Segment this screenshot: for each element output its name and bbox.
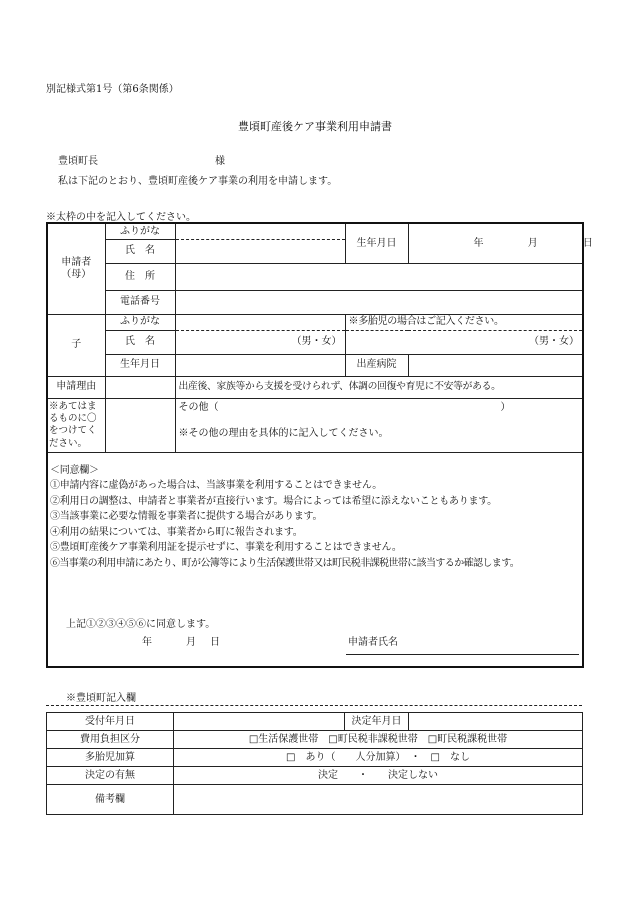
intro-text: 私は下記のとおり、豊頃町産後ケア事業の利用を申請します。 <box>58 176 338 187</box>
consent-item-6: ⑥当事業の利用申請にあたり、町が公簿等により生活保護世帯又は町民税非課税世帯に該当するか確認します。 <box>50 557 520 569</box>
consent-day: 日 <box>210 636 220 648</box>
office-divider <box>46 705 582 706</box>
multiple-child-gender[interactable]: （男・女） <box>529 336 579 348</box>
consent-item-3: ③当該事業に必要な情報を事業者に提供する場合があります。 <box>50 511 323 523</box>
application-table <box>46 222 593 668</box>
office-heading: ※豊頃町記入欄 <box>66 693 136 704</box>
signature-line[interactable] <box>346 654 579 655</box>
remarks-label: 備考欄 <box>47 785 174 815</box>
multiple-birth-note: ※多胎児の場合はご記入ください。 <box>345 314 583 330</box>
applicant-birthdate-label: 生年月日 <box>345 223 408 263</box>
consent-agree-text: 上記①②③④⑤⑥に同意します。 <box>66 618 216 630</box>
hospital-label: 出産病院 <box>345 354 408 376</box>
consent-item-1: ①申請内容に虚偽があった場合は、当該事業を利用することはできません。 <box>50 480 382 492</box>
receipt-date-field[interactable] <box>174 713 345 731</box>
reason-option-1: 出産後、家族等から支援を受けられず、体調の回復や育児に不安等がある。 <box>175 376 583 398</box>
decision-options[interactable]: 決定 ・ 決定しない <box>174 767 583 785</box>
reason-note: ※あてはまるものに〇をつけてください。 <box>47 398 105 452</box>
child-birthdate-field[interactable] <box>175 354 345 376</box>
reason-mark-1[interactable] <box>105 376 175 398</box>
consent-year: 年 <box>142 636 152 648</box>
consent-item-4: ④利用の結果については、事業者から町に報告されます。 <box>50 526 303 538</box>
office-table <box>46 712 583 815</box>
reason-mark-2[interactable] <box>105 398 175 452</box>
document-title: 豊頃町産後ケア事業利用申請書 <box>238 120 392 133</box>
applicant-name-label: 氏 名 <box>105 239 175 263</box>
applicant-address-field[interactable] <box>175 263 583 290</box>
decision-label: 決定の有無 <box>47 767 174 785</box>
decision-date-label: 決定年月日 <box>345 713 409 731</box>
reason-option-2: その他（ ） ※その他の理由を具体的に記入してください。 <box>175 398 583 452</box>
consent-month: 月 <box>186 636 196 648</box>
applicant-furigana-field[interactable] <box>175 223 345 239</box>
receipt-date-label: 受付年月日 <box>47 713 174 731</box>
hospital-field[interactable] <box>408 354 583 376</box>
remarks-field[interactable] <box>174 785 583 815</box>
applicant-phone-field[interactable] <box>175 290 583 314</box>
applicant-name-field[interactable] <box>175 239 345 263</box>
consent-heading: ＜同意欄＞ <box>50 464 99 476</box>
reason-other-note: ※その他の理由を具体的に記入してください。 <box>178 427 389 439</box>
child-name-label: 氏 名 <box>105 330 175 354</box>
child-furigana-field[interactable] <box>175 314 345 330</box>
applicant-section-label: 申請者 （母） <box>47 223 105 314</box>
applicant-address-label: 住 所 <box>105 263 175 290</box>
reason-label: 申請理由 <box>47 376 105 398</box>
addressee: 豊頃町長 <box>58 156 98 167</box>
cost-category-label: 費用負担区分 <box>47 731 174 749</box>
multiple-addition-options[interactable]: □ あり（ 人分加算） ・ □ なし <box>174 749 583 767</box>
child-name-field[interactable] <box>175 330 345 354</box>
child-birthdate-label: 生年月日 <box>105 354 175 376</box>
cost-category-options[interactable]: □生活保護世帯 □町民税非課税世帯 □町民税課税世帯 <box>174 731 583 749</box>
signature-label: 申請者氏名 <box>348 636 398 648</box>
consent-section <box>47 452 583 667</box>
child-section-label: 子 <box>47 314 105 376</box>
form-number: 別記様式第1号（第6条関係） <box>46 84 179 95</box>
multiple-child-name-field[interactable] <box>345 330 583 354</box>
applicant-furigana-label: ふりがな <box>105 223 175 239</box>
applicant-birthdate-field[interactable]: 年 月 日 <box>408 223 583 263</box>
instruction-text: ※太枠の中を記入してください。 <box>46 212 196 223</box>
consent-item-2: ②利用日の調整は、申請者と事業者が直接行います。場合によっては希望に添えないこともあります。 <box>50 495 497 507</box>
child-furigana-label: ふりがな <box>105 314 175 330</box>
applicant-phone-label: 電話番号 <box>105 290 175 314</box>
honorific: 様 <box>215 156 225 167</box>
multiple-addition-label: 多胎児加算 <box>47 749 174 767</box>
child-gender[interactable]: （男・女） <box>291 336 342 348</box>
reason-other-label: その他（ <box>178 401 219 413</box>
decision-date-field[interactable] <box>409 713 583 731</box>
consent-item-5: ⑤豊頃町産後ケア事業利用証を提示せずに、事業を利用することはできません。 <box>50 542 402 554</box>
